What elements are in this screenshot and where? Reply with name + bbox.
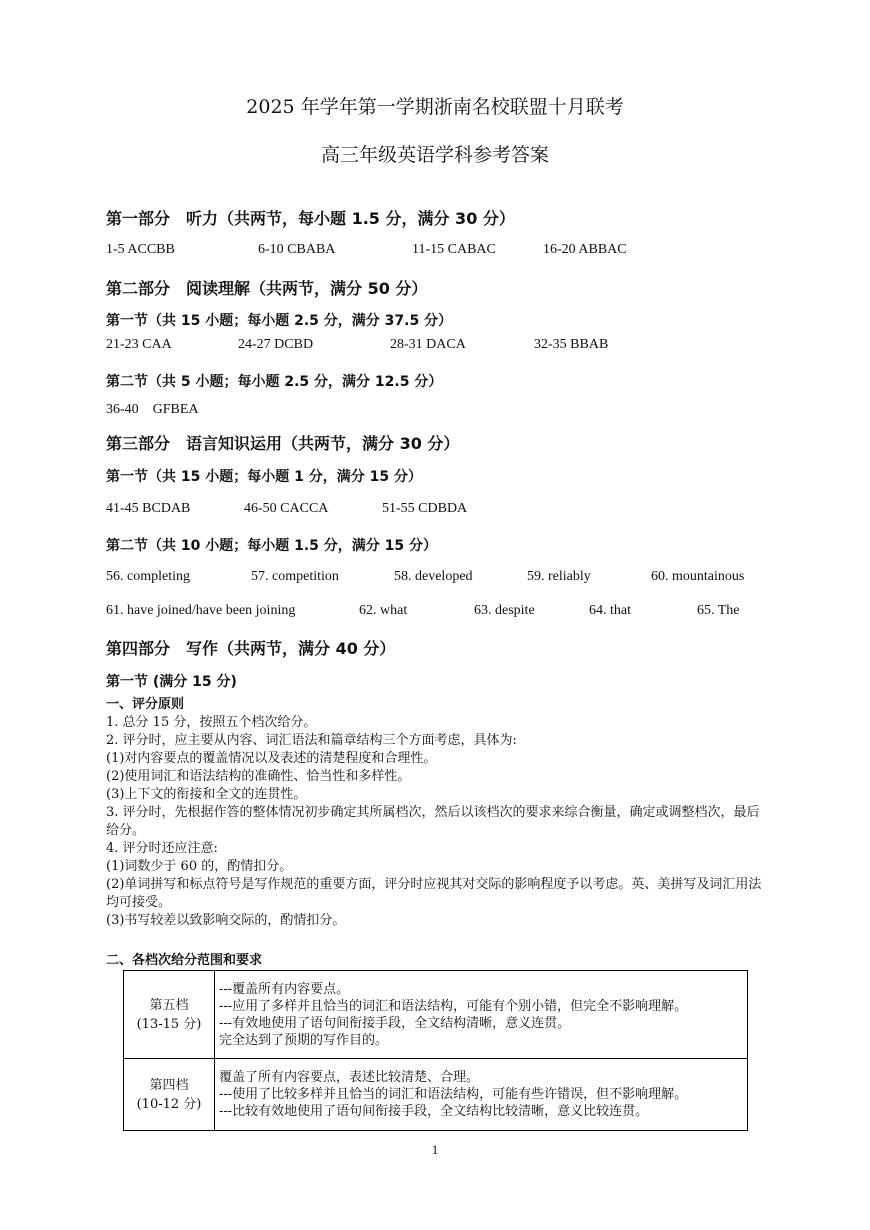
grading-table — [123, 970, 748, 1131]
rule-line: (2)使用词汇和语法结构的准确性、恰当性和多样性。 — [106, 769, 411, 784]
rule-line: 4. 评分时还应注意: — [106, 841, 218, 856]
part3-section2-heading: 第二节（共 10 小题；每小题 1.5 分，满分 15 分） — [106, 538, 438, 554]
description-line: ---有效地使用了语句间衔接手段，全文结构清晰，意义连贯。 — [219, 1015, 571, 1031]
fill-answer: 58. developed — [394, 569, 473, 584]
level-name: 第五档 — [149, 997, 189, 1013]
rule-line: (3)书写较差以致影响交际的，酌情扣分。 — [106, 913, 346, 928]
description-line: ---应用了多样并且恰当的词汇和语法结构，可能有个别小错，但完全不影响理解。 — [219, 998, 688, 1014]
fill-answer: 60. mountainous — [651, 569, 745, 584]
rule-line: (3)上下文的衔接和全文的连贯性。 — [106, 787, 307, 802]
answer-group: 16-20 ABBAC — [543, 242, 627, 257]
fill-answer: 56. completing — [106, 569, 190, 584]
fill-answer: 59. reliably — [527, 569, 591, 584]
answer-group: 36-40 GFBEA — [106, 402, 199, 417]
answer-group: 11-15 CABAC — [412, 242, 496, 257]
fill-answer: 61. have joined/have been joining — [106, 603, 296, 618]
level-cell — [124, 971, 215, 1059]
description-line: ---覆盖所有内容要点。 — [219, 981, 350, 997]
part2-heading: 第二部分 阅读理解（共两节，满分 50 分） — [106, 279, 428, 298]
part3-heading: 第三部分 语言知识运用（共两节，满分 30 分） — [106, 434, 460, 453]
level-description — [215, 1059, 748, 1131]
description-line: ---比较有效地使用了语句间衔接手段，全文结构比较清晰，意义比较连贯。 — [219, 1104, 649, 1119]
part2-section1-heading: 第一节（共 15 小题；每小题 2.5 分，满分 37.5 分） — [106, 313, 453, 329]
level-name: 第四档 — [149, 1077, 189, 1093]
page-number: 1 — [431, 1142, 439, 1157]
part4-heading: 第四部分 写作（共两节，满分 40 分） — [106, 639, 396, 658]
part2-section2-heading: 第二节（共 5 小题；每小题 2.5 分，满分 12.5 分） — [106, 374, 443, 390]
answer-group: 51-55 CDBDA — [382, 501, 468, 516]
description-line: 覆盖了所有内容要点，表述比较清楚、合理。 — [219, 1070, 480, 1085]
table-row — [124, 971, 748, 1059]
fill-answer: 65. The — [697, 603, 740, 618]
answer-group: 32-35 BBAB — [534, 337, 609, 352]
level-range: (13-15 分) — [136, 1016, 202, 1032]
description-line: ---使用了比较多样并且恰当的词汇和语法结构，可能有些许错误，但不影响理解。 — [219, 1087, 688, 1102]
ranges-title: 二、各档次给分范围和要求 — [106, 953, 263, 968]
rule-line: 1. 总分 15 分，按照五个档次给分。 — [106, 715, 317, 730]
table-row — [124, 1059, 748, 1131]
rule-line: (2)单词拼写和标点符号是写作规范的重要方面，评分时应视其对交际的影响程度予以考虑。英、美拼写及词汇用法均可接受。 — [106, 877, 762, 910]
answer-group: 46-50 CACCA — [244, 501, 329, 516]
fill-answer: 64. that — [589, 603, 631, 618]
document-subtitle: 高三年级英语学科参考答案 — [320, 144, 549, 166]
part4-section1-heading: 第一节 (满分 15 分) — [106, 674, 237, 690]
answer-group: 24-27 DCBD — [238, 337, 314, 352]
answer-group: 21-23 CAA — [106, 337, 172, 352]
level-description — [215, 971, 748, 1059]
part3-section1-heading: 第一节（共 15 小题；每小题 1 分，满分 15 分） — [106, 469, 422, 485]
fill-answer: 62. what — [359, 603, 408, 618]
principles-title: 一、评分原则 — [106, 697, 185, 712]
level-range: (10-12 分) — [136, 1096, 202, 1112]
fill-answer: 63. despite — [474, 603, 535, 618]
part1-heading: 第一部分 听力（共两节，每小题 1.5 分，满分 30 分） — [106, 209, 515, 228]
answer-group: 1-5 ACCBB — [106, 242, 175, 257]
description-line: 完全达到了预期的写作目的。 — [219, 1032, 389, 1048]
answer-group: 41-45 BCDAB — [106, 501, 191, 516]
rule-line: (1)对内容要点的覆盖情况以及表述的清楚程度和合理性。 — [106, 751, 437, 766]
rule-line: 2. 评分时，应主要从内容、词汇语法和篇章结构三个方面考虑，具体为: — [106, 733, 517, 748]
rule-line: (1)词数少于 60 的，酌情扣分。 — [106, 859, 293, 874]
document-title: 2025 年学年第一学期浙南名校联盟十月联考 — [246, 96, 624, 118]
answer-group: 6-10 CBABA — [258, 242, 336, 257]
fill-answer: 57. competition — [251, 569, 339, 584]
rule-line: 3. 评分时，先根据作答的整体情况初步确定其所属档次，然后以该档次的要求来综合衡量，确定或调整档次，最后给分。 — [106, 805, 760, 838]
answer-group: 28-31 DACA — [390, 337, 466, 352]
level-cell — [124, 1059, 215, 1131]
